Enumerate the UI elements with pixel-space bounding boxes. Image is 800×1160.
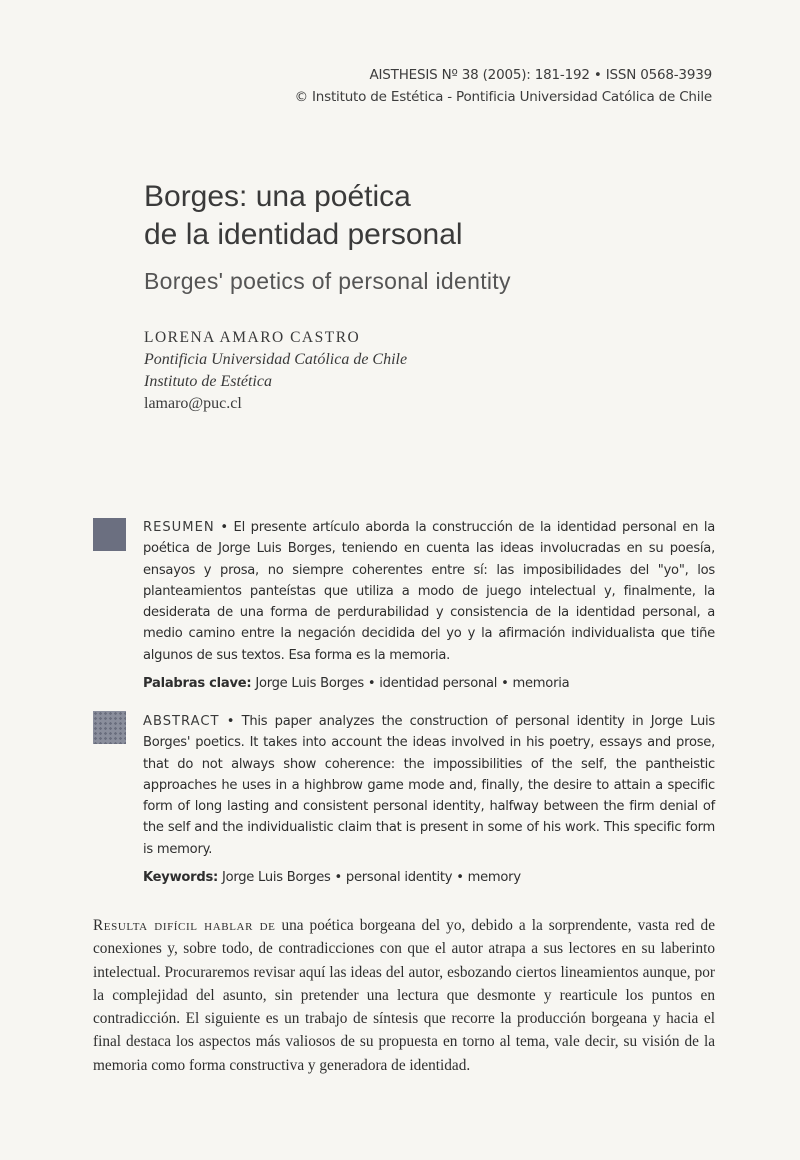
resumen-paragraph <box>143 517 715 666</box>
body-text: una poética borgeana del yo, debido a la sorprendente, vasta red de conexiones y, sobre todo, de contradicciones con que el autor atrapa a sus lectores en su laberinto intelectual. Procuraremos revisar aquí las ideas del autor, esbozando ciertos lineamientos aunque, por la complejidad del asunto, sin pretender una lectura que desmonte y rearticule los puntos en contradicción. El siguiente es un trabajo de síntesis que recorre la producción borgeana y hacia el final destaca los aspectos más valiosos de su propuesta en torno al tema, vale decir, su visión de la memoria como forma constructiva y generadora de identidad. <box>93 917 715 1074</box>
body-lead-in: Resulta difícil hablar de <box>93 917 276 934</box>
resumen-keywords-line <box>143 673 715 694</box>
title-block <box>144 178 744 296</box>
journal-citation: AISTHESIS Nº 38 (2005): 181-192 • ISSN 0568-3939 <box>369 67 712 83</box>
abstract-keywords: Jorge Luis Borges • personal identity • memory <box>221 870 521 886</box>
abstract-label: ABSTRACT <box>143 714 220 729</box>
resumen-keywords: Jorge Luis Borges • identidad personal • memoria <box>255 676 570 692</box>
author-email: lamaro@puc.cl <box>144 395 242 412</box>
separator-bullet: • <box>219 714 242 729</box>
abstract-paragraph <box>143 711 715 860</box>
abstract-text: This paper analyzes the construction of personal identity in Jorge Luis Borges' poetics. It takes into account the ideas involved in his poetry, essays and prose, that do not always show coherence: the impossibilities of the self, the pantheistic approaches he uses in a highbrow game mode and, finally, the desire to attain a specific form of long lasting and consistent personal identity, halfway between the firm denial of the self and the individualistic claim that is present in some of his work. This specific form is memory. <box>143 714 715 857</box>
abstract-section <box>143 711 715 888</box>
abstract-keywords-line <box>143 867 715 888</box>
article-title-english: Borges' poetics of personal identity <box>144 268 511 294</box>
resumen-marker-square <box>93 518 126 551</box>
resumen-label: RESUMEN <box>143 520 215 535</box>
article-title-line1: Borges: una poética <box>144 180 411 213</box>
author-block <box>144 327 407 415</box>
author-affiliation-institute: Instituto de Estética <box>144 373 272 390</box>
abstract-keywords-label: Keywords: <box>143 870 219 886</box>
article-title-line2: de la identidad personal <box>144 218 463 251</box>
article-title <box>144 178 744 254</box>
resumen-text: El presente artículo aborda la construcción de la identidad personal en la poética de Jorge Luis Borges, teniendo en cuenta las ideas involucradas en su poesía, ensayos y prosa, no siempre coherentes entre sí: las imposibilidades del "yo", los planteamientos panteístas que utiliza a modo de juego intelectual y, finalmente, la desiderata de una forma de perdurabilidad y consistencia de la identidad personal, a medio camino entre la negación decidida del yo y la afirmación individualista que tiñe algunos de sus textos. Esa forma es la memoria. <box>143 520 715 663</box>
resumen-keywords-label: Palabras clave: <box>143 676 252 692</box>
journal-header <box>295 64 712 108</box>
author-affiliation-university: Pontificia Universidad Católica de Chile <box>144 351 408 368</box>
copyright-line: © Instituto de Estética - Pontificia Universidad Católica de Chile <box>294 89 712 105</box>
resumen-section <box>143 517 715 694</box>
abstract-marker-square <box>93 711 126 744</box>
body-paragraph <box>93 914 715 1077</box>
author-name: LORENA AMARO CASTRO <box>144 329 361 346</box>
separator-bullet: • <box>214 520 234 535</box>
